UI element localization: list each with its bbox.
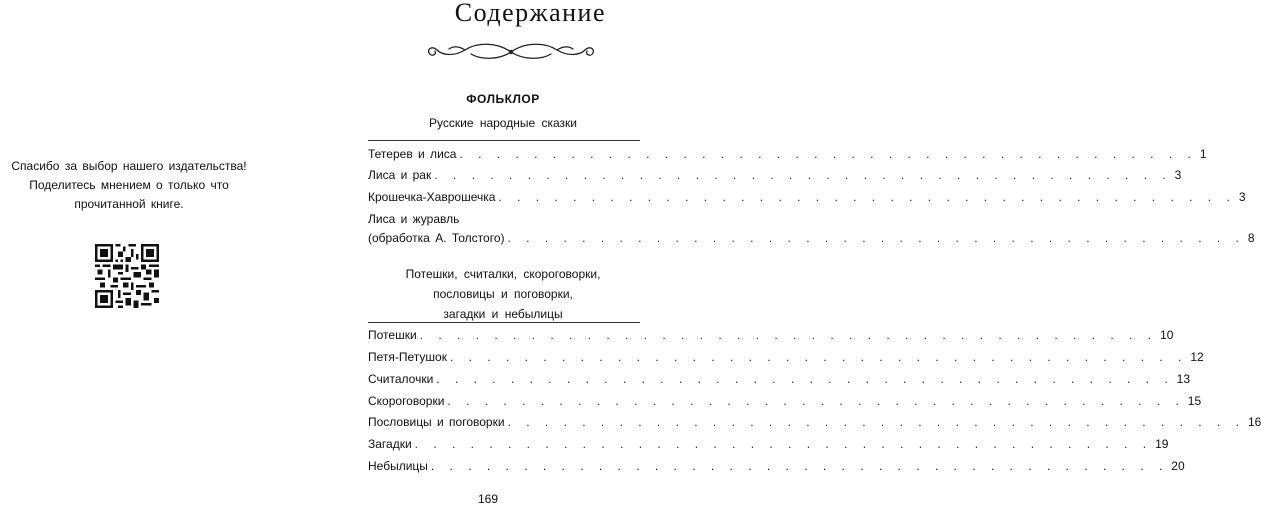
- toc-entry-title: Тетерев и лиса: [368, 147, 457, 161]
- leader-dots: . . . . . . . . . . . . . . . . . . . . . . . . . . . . . . . . . . . . . . . .: [459, 147, 1197, 161]
- leader-dots: . . . . . . . . . . . . . . . . . . . . . . . . . . . . . . . . . . . . . . . .: [449, 350, 1188, 364]
- toc-page-number: 16: [1247, 415, 1261, 429]
- toc-entry-title: Пословицы и поговорки: [368, 415, 505, 429]
- toc-entry-title: Лиса и рак: [368, 168, 432, 182]
- toc-entry[interactable]: [368, 436, 1169, 452]
- toc-entry[interactable]: [368, 371, 1191, 387]
- leader-dots: . . . . . . . . . . . . . . . . . . . . . . . . . . . . . . . . . . . . . . . .: [434, 168, 1172, 182]
- subsection-line: Потешки, считалки, скороговорки,: [405, 267, 601, 281]
- leader-dots: . . . . . . . . . . . . . . . . . . . . . . . . . . . . . . . . . . . . . . . .: [419, 328, 1158, 342]
- subsection-heading: [358, 264, 648, 324]
- toc-entry-title: Считалочки: [368, 372, 434, 386]
- section-heading: ФОЛЬКЛОР: [466, 92, 540, 106]
- leader-dots: . . . . . . . . . . . . . . . . . . . . . . . . . . . . . . . . . . . . . . . .: [507, 415, 1245, 429]
- toc-entry[interactable]: [368, 327, 1174, 343]
- toc-entry[interactable]: [368, 189, 1246, 205]
- toc-page-number: 12: [1190, 350, 1204, 364]
- toc-page-number: 3: [1238, 190, 1246, 204]
- toc-page-number: 1: [1199, 147, 1207, 161]
- toc-entry[interactable]: [368, 146, 1207, 162]
- toc-entry-title: Лиса и журавль: [368, 212, 460, 226]
- page-number: 169: [477, 492, 499, 506]
- message-line: Поделитесь мнением о только что: [29, 178, 229, 192]
- toc-page-number: 20: [1171, 459, 1185, 473]
- message-line: Спасибо за выбор нашего издательства!: [11, 159, 247, 173]
- toc-entry[interactable]: [368, 458, 1185, 474]
- divider: [368, 322, 640, 323]
- toc-page-number: 8: [1247, 231, 1255, 245]
- toc-entry-subtitle: (обработка А. Толстого): [368, 231, 505, 245]
- toc-page-number: 10: [1160, 328, 1174, 342]
- toc-entry-title: Петя-Петушок: [368, 350, 447, 364]
- toc-entry[interactable]: [368, 167, 1182, 183]
- toc-entry-title: Загадки: [368, 437, 412, 451]
- leader-dots: . . . . . . . . . . . . . . . . . . . . . . . . . . . . . . . . . . . . . . . .: [498, 190, 1236, 204]
- message-line: прочитанной книге.: [74, 197, 184, 211]
- toc-page-number: 15: [1187, 394, 1202, 408]
- toc-entry[interactable]: [368, 393, 1202, 409]
- toc-page-number: 13: [1176, 372, 1191, 386]
- subsection-line: пословицы и поговорки,: [433, 287, 573, 301]
- right-page: [328, 0, 1261, 506]
- leader-dots: . . . . . . . . . . . . . . . . . . . . . . . . . . . . . . . . . . . . . . . .: [414, 437, 1153, 451]
- toc-entry-title: Небылицы: [368, 459, 428, 473]
- subsection-heading: Русские народные сказки: [429, 116, 577, 130]
- leader-dots: . . . . . . . . . . . . . . . . . . . . . . . . . . . . . . . . . . . . . . . .: [430, 459, 1169, 473]
- toc-entry-title: Скороговорки: [368, 394, 445, 408]
- toc-entry-title: Потешки: [368, 328, 417, 342]
- publisher-message: [0, 157, 258, 214]
- toc-entry[interactable]: [368, 349, 1204, 365]
- subsection-line: загадки и небылицы: [443, 307, 563, 321]
- left-page: [0, 0, 328, 506]
- divider: [368, 140, 640, 141]
- page-title: Содержание: [454, 0, 606, 27]
- flourish-ornament-icon: [415, 40, 607, 64]
- leader-dots: . . . . . . . . . . . . . . . . . . . . . . . . . . . . . . . . . . . . . . . .: [436, 372, 1174, 386]
- toc-page-number: 3: [1174, 168, 1182, 182]
- toc-entry[interactable]: [368, 414, 1261, 430]
- toc-entry-title: Крошечка-Хаврошечка: [368, 190, 496, 204]
- toc-entry[interactable]: [368, 211, 1255, 246]
- toc-page-number: 19: [1155, 437, 1169, 451]
- qr-code-icon[interactable]: [95, 244, 159, 308]
- leader-dots: . . . . . . . . . . . . . . . . . . . . . . . . . . . . . . . . . . . . . . . .: [447, 394, 1185, 408]
- leader-dots: . . . . . . . . . . . . . . . . . . . . . . . . . . . . . . . . . . . . . . . .: [507, 231, 1245, 245]
